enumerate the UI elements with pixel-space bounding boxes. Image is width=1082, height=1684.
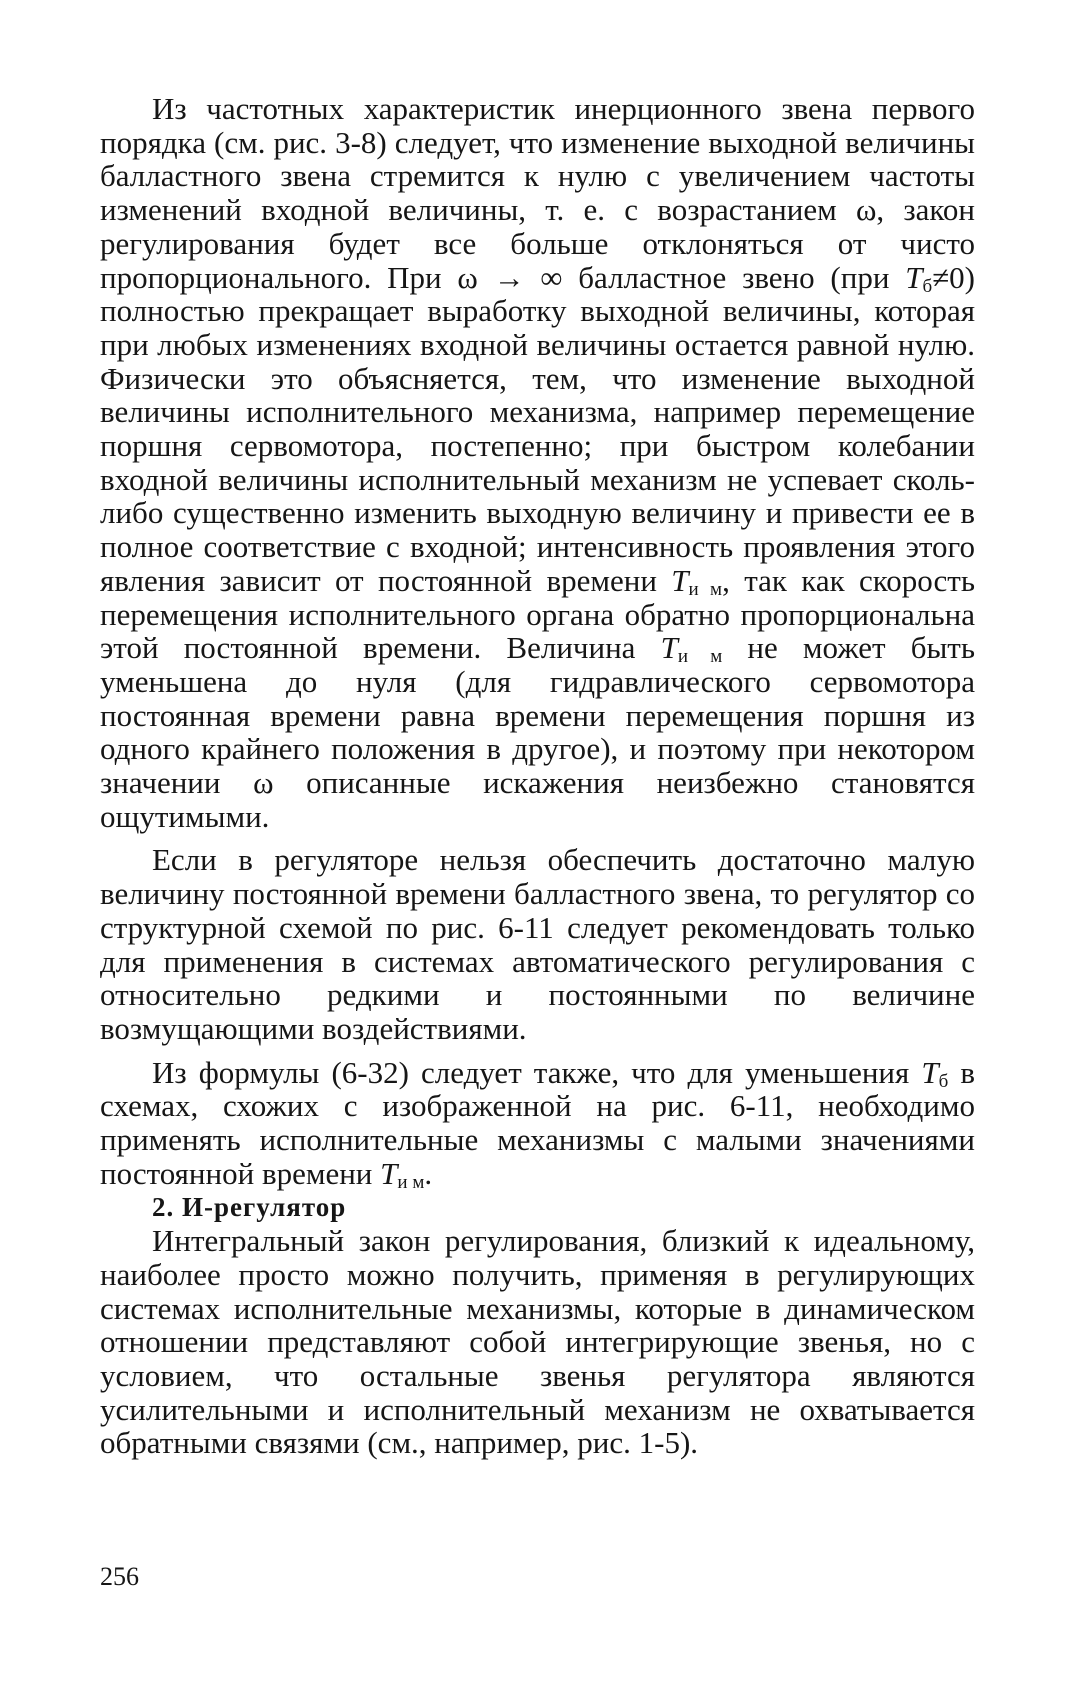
variable-t-b: T xyxy=(905,259,923,295)
paragraph-4: Интегральный закон регулирования, близкий к идеальному, наиболее просто можно получить, применяя в регулирующих системах исполнительные механизмы, которые в динамическом отношении представляют собой интегрирующие звенья, но с условием, что остальные звенья регулятора являются усилительными и исполнительный механизм не охватывается обратными связями (см., например, рис. 1-5). xyxy=(100,1223,975,1461)
paragraph-1: Из частотных характеристик инерционного звена первого порядка (см. рис. 3-8) следует, что изменение выходной величины балластного звена стремится к нулю с увеличением частоты изменений входной величины, т. е. с возрастанием ω, закон регулирования будет все больше отклоняться от чисто пропорционального. При ω → ∞ балластное звено (при $T_б\ne 0$) полностью прекращает выработку выходной величины, которая при любых изменениях входной величины остается равной нулю. Физически это объясняется, тем, что изменение выходной величины исполнительного механизма, например перемещение поршня сервомотора, постепенно; при быстром колебании входной величины исполнительный механизм не успевает сколь-либо существенно изменить выходную величину и привести ее в полное соответствие с входной; интенсивность проявления этого явления зависит от постоянной времени $T_{и м}$, так как скорость перемещения исполнительного органа обратно пропорциональна этой постоянной времени. Величина $T_{и м}$ не может быть уменьшена до нуля (для гидравлического сервомотора постоянная времени равна времени перемещения поршня из одного крайнего положения в другое), и поэтому при некотором значении ω описанные искажения неизбежно становятся ощутимыми. xyxy=(100,91,975,834)
subscript-im: и м xyxy=(677,646,723,668)
subscript-b: б xyxy=(922,275,933,297)
variable-t-im: T xyxy=(660,630,678,666)
variable-t-im: T xyxy=(380,1155,398,1191)
paragraph-3: Из формулы (6-32) следует также, что для уменьшения $T_б$ в схемах, схожих с изображенной на рис. 6-11, необходимо применять исполнительные механизмы с малыми значениями постоянной времени $T_{и м}$. xyxy=(100,1054,975,1193)
variable-t-b: T xyxy=(921,1054,939,1090)
page-number: 256 xyxy=(100,1562,139,1591)
subscript-b: б xyxy=(938,1070,949,1092)
page-body xyxy=(100,92,975,1460)
section-heading: 2. И-регулятор xyxy=(152,1191,347,1222)
subscript-im: и м xyxy=(397,1171,425,1193)
variable-t-im: T xyxy=(671,562,689,598)
paragraph-2: Если в регуляторе нельзя обеспечить достаточно малую величину постоянной времени балластного звена, то регулятор со структурной схемой по рис. 6-11 следует рекомендовать только для применения в системах автоматического регулирования с относительно редкими и постоянными по величине возмущающими воздействиями. xyxy=(100,842,975,1046)
subscript-im: и м xyxy=(688,578,723,600)
